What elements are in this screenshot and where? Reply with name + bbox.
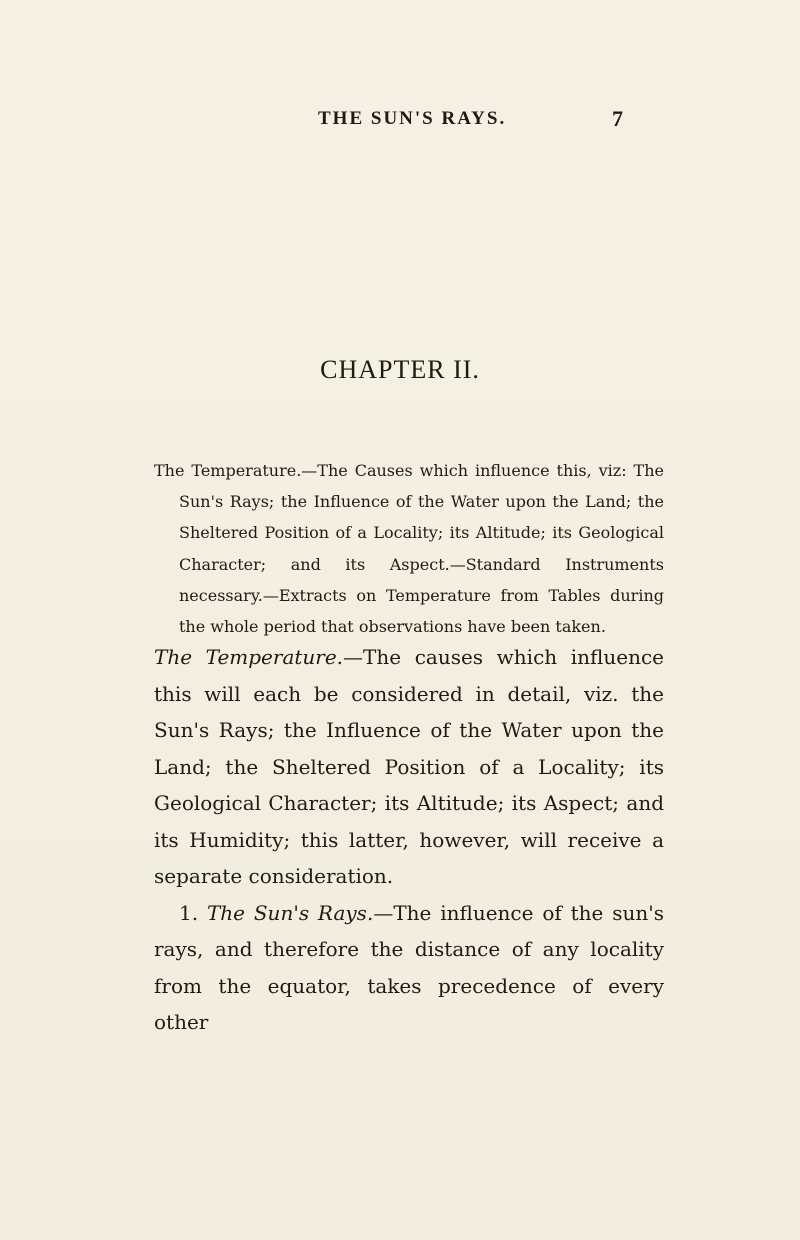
paragraph-text: —The causes which influence this will each be considered in detail, viz. the Sun's Rays; the Influence of the Water upon the Land; the Sheltered Position of a Locality; its Geological Character; its Altitude; its Aspect; and its Humidity; this latter, however, will receive a separate consideration.	[154, 645, 665, 888]
body-text	[154, 639, 664, 1041]
paragraph-lead: The Sun's Rays.	[206, 900, 374, 925]
paragraph-temperature	[154, 639, 664, 895]
paragraph-text: —The influence of the sun's rays, and therefore the distance of any locality from the equator, takes precedence of every other	[154, 900, 665, 1034]
paragraph-lead: The Temperature.	[154, 645, 344, 669]
running-title: THE SUN'S RAYS.	[318, 108, 507, 129]
chapter-synopsis: The Temperature.—The Causes which influence this, viz: The Sun's Rays; the Influence of the Water upon the Land; the Sheltered Position of a Locality; its Altitude; its Geological Character; and its Aspect.—Standard Instruments necessary.—Extracts on Temperature from Tables during the whole period that observations have been taken.	[154, 461, 664, 637]
page-number: 7	[612, 106, 623, 131]
paragraph-suns-rays	[154, 895, 664, 1041]
running-head	[0, 108, 800, 138]
paragraph-number: 1.	[179, 900, 199, 925]
chapter-heading: CHAPTER II.	[320, 355, 480, 384]
